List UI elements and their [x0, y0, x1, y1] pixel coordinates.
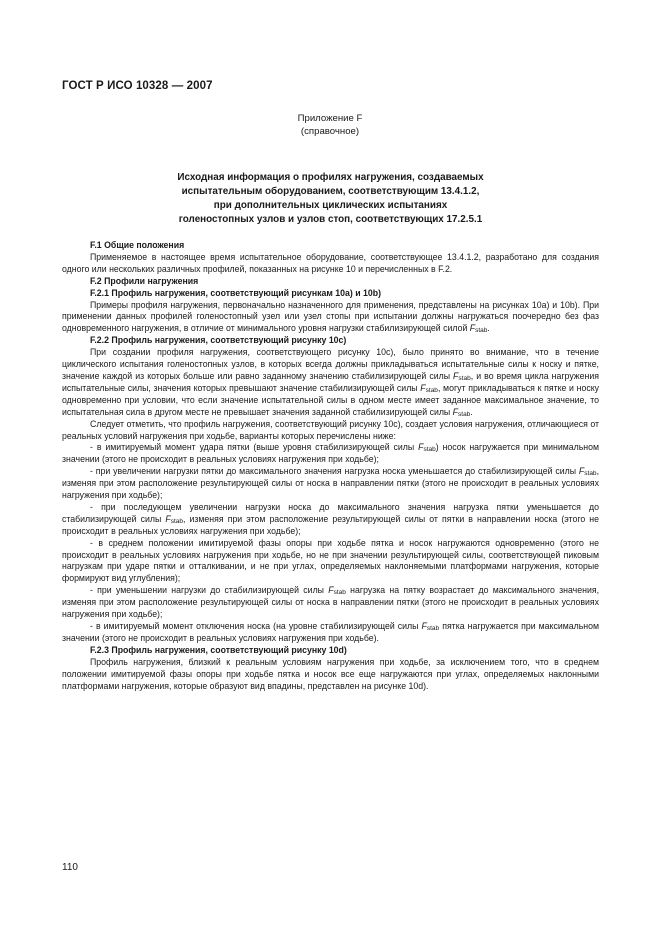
document-body [62, 240, 599, 692]
list-item: - при увеличении нагрузки пятки до максимального значения нагрузка носка уменьшается до стабилизирующей силы $F_{stab}$, изменяя при этом расположение результирующей силы от носка в направлении пятки (этого не происходит в реальных условиях нагружения при ходьбе); [62, 466, 599, 501]
list-item: - при уменьшении нагрузки до стабилизирующей силы $F_{stab}$ нагрузка на пятку возрастает до максимального значения, изменяя при этом расположение результирующей силы от носка в направлении пятки (этого не происходит в реальных условиях нагружения при ходьбе); [62, 585, 599, 620]
list-item: - в имитируемый момент удара пятки (выше уровня стабилизирующей силы $F_{stab}$) носок нагружается при минимальном значении (этого не происходит в реальных условиях нагружения при ходьбе); [62, 442, 599, 465]
paragraph: При создании профиля нагружения, соответствующего рисунку 10c), было принято во внимание, что в течение циклического испытания голеностопных узлов, в которых всегда должны прикладываться испытательные силы к носку и пятке, значение каждой из которых больше или равно заданному значению стабилизирующей силы $F_{stab}$, и во время цикла нагружения испытательные силы, значения которых превышают значение стабилизирующей силы $F_{stab}$, могут прикладываться к пятке и носку одновременно при условии, что если значение испытательной силы в одном месте имеет заданное максимальное значение, то испытательная сила в другом месте не превышает значения заданной стабилизирующей силы $F_{stab}$. [62, 347, 600, 418]
list-item: - в среднем положении имитируемой фазы опоры при ходьбе пятка и носок нагружаются одновременно (этого не происходит в реальных условиях нагружения при ходьбе, но не при значении результирующей силы, соответствующей пиковым нагрузкам при ударе пятки и отталкивании, и не при углах, определяемых наклоняемыми платформами нагружения, которые формируют вид углубления); [62, 537, 599, 584]
heading-line: испытательным оборудованием, соответствующим 13.4.1.2, [181, 186, 480, 197]
section-heading-f23: F.2.3 Профиль нагружения, соответствующий рисунку 10d) [90, 644, 347, 655]
appendix-title: Приложение F [297, 113, 363, 124]
paragraph: Примеры профиля нагружения, первоначально назначенного для применения, представлены на рисунках 10a) и 10b). При применении данных профилей голеностопный узел или узел стопы при испытании должны нагружаться поочередно без фаз одновременного нагружения, в отличие от минимального уровня нагрузки стабилизирующей силой $F_{stab}$. [62, 299, 599, 335]
appendix-heading [110, 171, 551, 227]
paragraph: Следует отметить, что профиль нагружения, соответствующий рисунку 10c), создает условия нагружения, отличающиеся от реальных условий нагружения при ходьбе, варианты которых перечислены ниже: [62, 418, 599, 441]
symbol-f: F [469, 323, 476, 334]
heading-line: при дополнительных циклических испытаниях [213, 200, 448, 211]
paragraph: Применяемое в настоящее время испытательное оборудование, соответствующее 13.4.1.2, разработано для создания одного или нескольких различных профилей, показанных на рисунке 10 и перечисленных в F.2. [62, 251, 599, 274]
section-heading-f2: F.2 Профили нагружения [90, 275, 199, 286]
list-item: - в имитируемый момент отключения носка (на уровне стабилизирующей силы $F_{stab}$ пятка нагружается при максимальном значении (этого не происходит в реальных условиях нагружения при ходьбе). [62, 621, 599, 643]
page-number: 110 [62, 862, 78, 873]
appendix-label [240, 112, 420, 138]
list-item: - при последующем увеличении нагрузки носка до максимального значения нагрузка пятки уменьшается до стабилизирующей силы $F_{stab}$, изменяя при этом расположение результирующей силы от пятки в направлении носка (этого не происходит в реальных условиях нагружения при ходьбе); [62, 501, 599, 536]
section-heading-f1: F.1 Общие положения [90, 240, 185, 250]
section-heading-f22: F.2.2 Профиль нагружения, соответствующий рисунку 10c) [90, 335, 347, 346]
symbol-sub: stab [475, 327, 488, 335]
paragraph: Профиль нагружения, близкий к реальным условиям нагружения при ходьбе, за исключением того, что в среднем положении имитируемой фазы опоры при ходьбе пятка и носок все еще нагружаются при углах, определяемых наклонными платформами нагружения, которые образуют вид впадины, представлен на рисунке 10d). [62, 656, 599, 691]
heading-line: голеностопных узлов и узлов стоп, соответствующих 17.2.5.1 [178, 214, 483, 225]
appendix-subtitle: (справочное) [300, 126, 360, 137]
heading-line: Исходная информация о профилях нагружения, создаваемых [177, 172, 484, 183]
document-header: ГОСТ Р ИСО 10328 — 2007 [62, 80, 213, 92]
section-heading-f21: F.2.1 Профиль нагружения, соответствующий рисункам 10a) и 10b) [90, 287, 382, 298]
